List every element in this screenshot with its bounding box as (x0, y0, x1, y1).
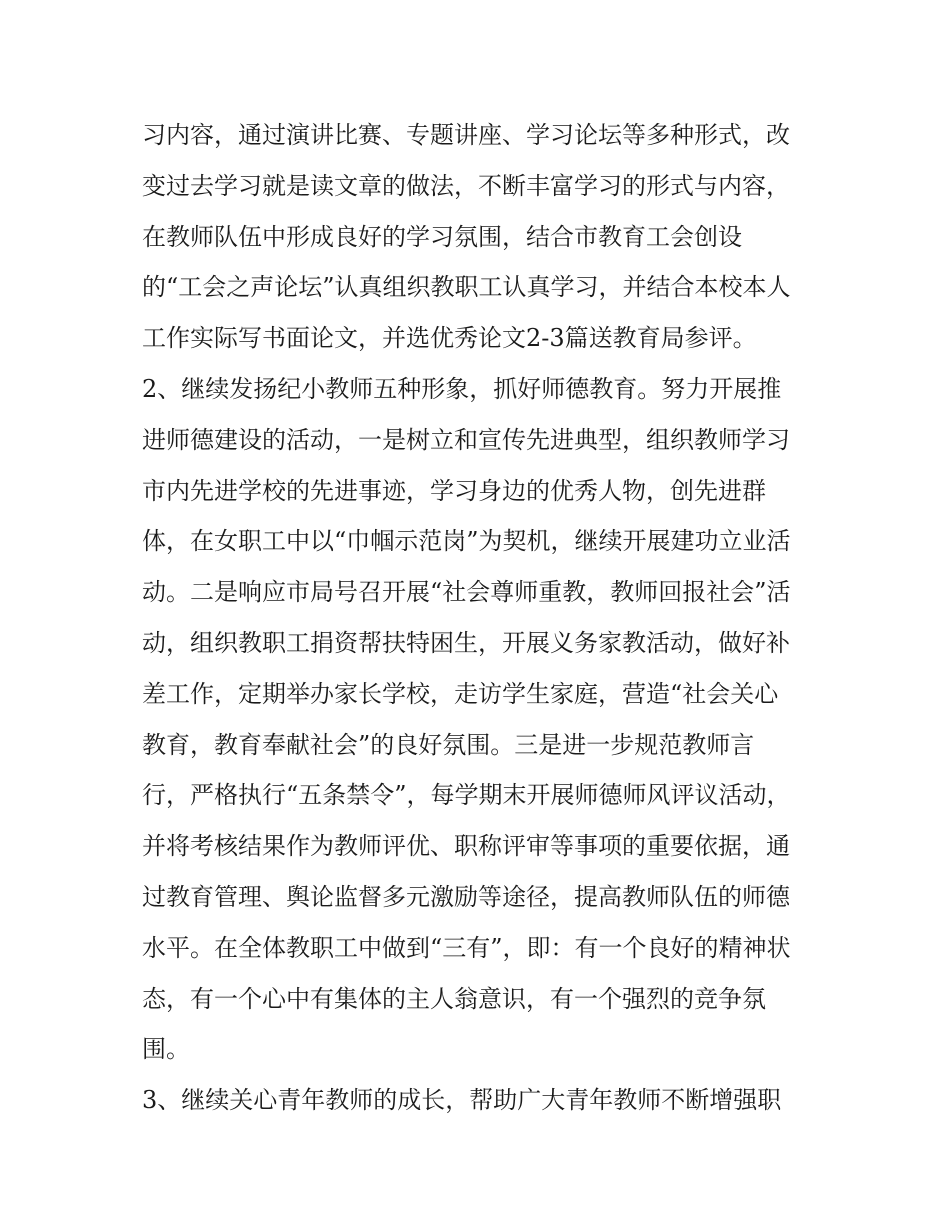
text-line: 行，严格执行“五条禁令”，每学期末开展师德师风评议活动， (142, 781, 791, 810)
text-line: 水平。在全体教职工中做到“三有”，即：有一个良好的精神状 (142, 933, 791, 962)
text-line: 市内先进学校的先进事迹，学习身边的优秀人物，创先进群 (142, 476, 766, 505)
text-line: 工作实际写书面论文，并选优秀论文2-3篇送教育局参评。 (142, 324, 757, 353)
text-line: 习内容，通过演讲比赛、专题讲座、学习论坛等多种形式，改 (142, 121, 790, 149)
text-line: 变过去学习就是读文章的做法，不断丰富学习的形式与内容， (142, 171, 790, 200)
text-line: 在教师队伍中形成良好的学习氛围，结合市教育工会创设 (142, 222, 742, 251)
text-line: 教育，教育奉献社会”的良好氛围。三是进一步规范教师言 (142, 730, 755, 759)
text-line: 并将考核结果作为教师评优、职称评审等事项的重要依据，通 (142, 832, 790, 861)
text-line: 动，组织教职工捐资帮扶特困生，开展义务家教活动，做好补 (142, 628, 790, 657)
text-line: 的“工会之声论坛”认真组织教职工认真学习，并结合本校本人 (142, 273, 791, 302)
text-line: 2、继续发扬纪小教师五种形象，抓好师德教育。努力开展推 (142, 374, 782, 403)
text-line: 体，在女职工中以“巾帼示范岗”为契机，继续开展建功立业活 (142, 527, 791, 556)
text-line: 3、继续关心青年教师的成长，帮助广大青年教师不断增强职 (142, 1086, 782, 1115)
text-line: 围。 (142, 1035, 190, 1064)
document-body-text (142, 110, 822, 1126)
text-line: 动。二是响应市局号召开展“社会尊师重教，教师回报社会”活 (142, 578, 791, 607)
text-line: 进师德建设的活动，一是树立和宣传先进典型，组织教师学习 (142, 425, 790, 454)
text-line: 过教育管理、舆论监督多元激励等途径，提高教师队伍的师德 (142, 882, 790, 911)
text-line: 差工作，定期举办家长学校，走访学生家庭，营造“社会关心 (142, 679, 779, 708)
text-line: 态，有一个心中有集体的主人翁意识，有一个强烈的竞争氛 (142, 984, 766, 1013)
